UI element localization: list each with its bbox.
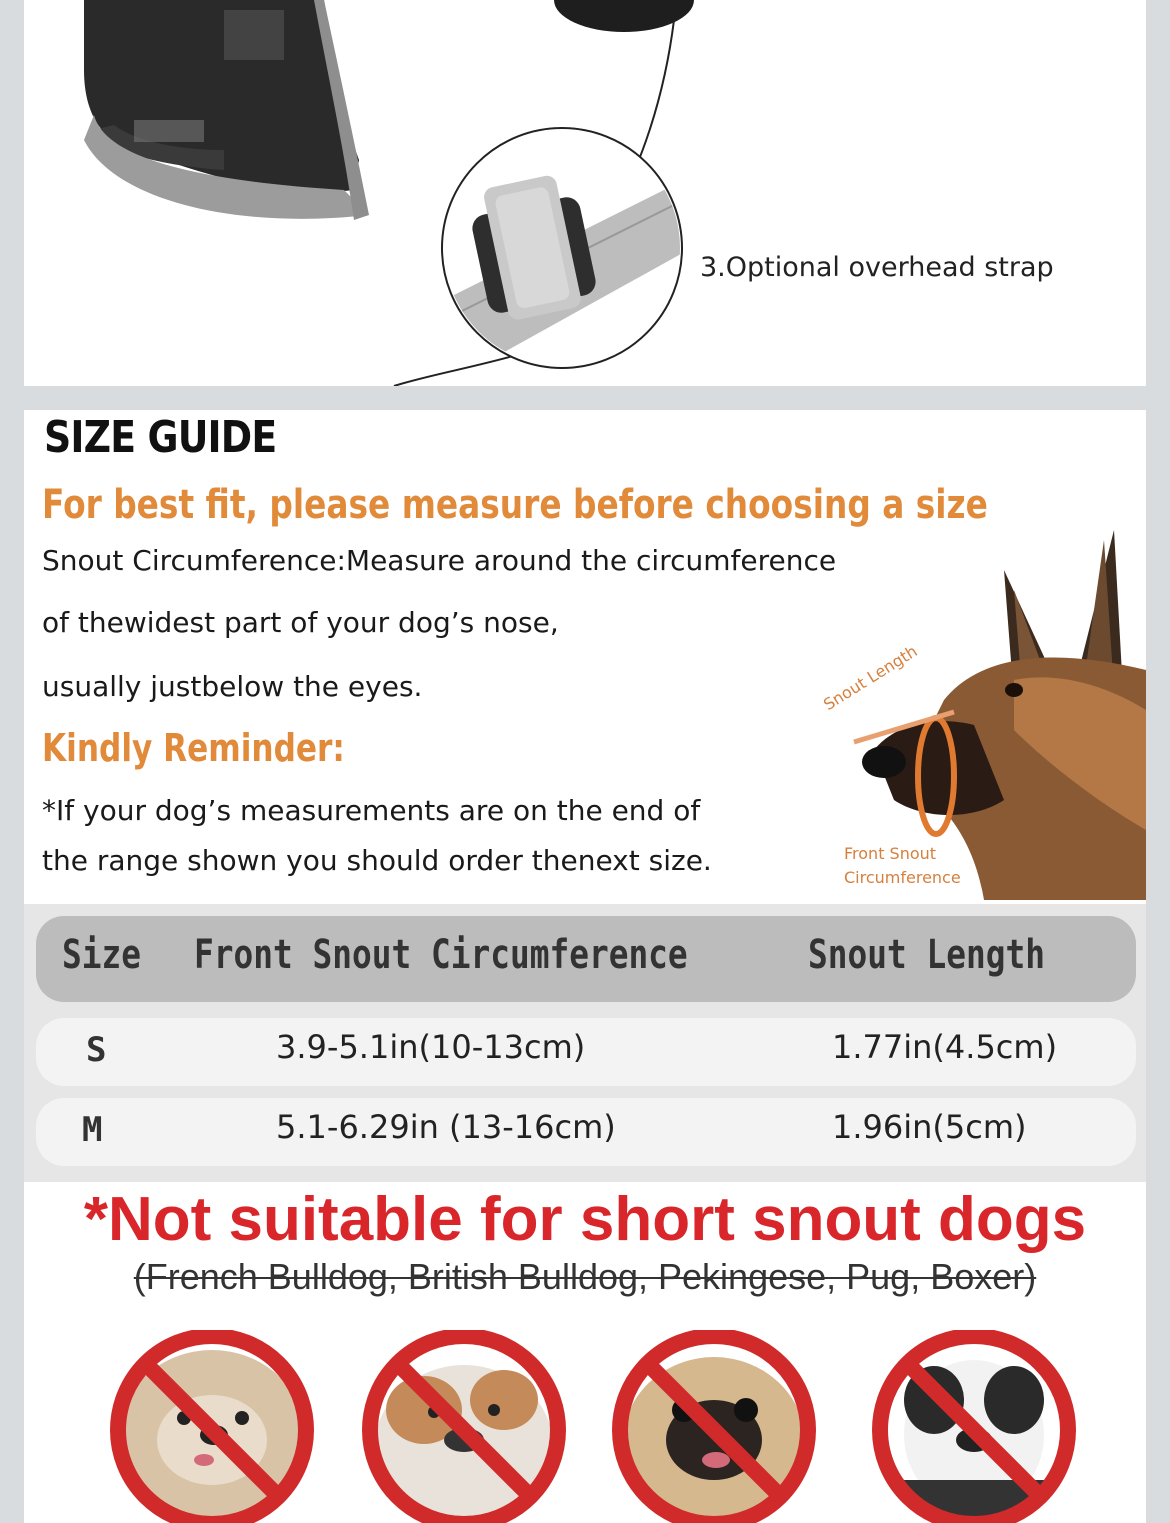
table-row [36, 1018, 1136, 1086]
row-size: S [86, 1030, 107, 1070]
header-snout-length: Snout Length [808, 932, 1045, 978]
circumference-label: Circumference [844, 868, 961, 887]
not-suitable-warning: *Not suitable for short snout dogs [83, 1185, 1087, 1254]
reminder-line-2: the range shown you should order thenext size. [42, 844, 712, 877]
reminder-line-1: *If your dog’s measurements are on the end of [42, 794, 701, 827]
muzzle-illustration [24, 0, 1146, 386]
instruction-line-2: of thewidest part of your dog’s nose, [42, 606, 559, 639]
excluded-breeds-list: (French Bulldog, British Bulldog, Pekingese, Pug, Boxer) [133, 1256, 1037, 1297]
row-size: M [82, 1110, 103, 1150]
size-guide-panel [24, 410, 1146, 1523]
reminder-heading: Kindly Reminder: [42, 726, 345, 770]
dog-measurement-diagram [814, 500, 1146, 900]
header-size: Size [62, 932, 141, 978]
instruction-line-3: usually justbelow the eyes. [42, 670, 423, 703]
row-length: 1.96in(5cm) [832, 1108, 1027, 1146]
row-length: 1.77in(4.5cm) [832, 1028, 1058, 1066]
product-detail-panel [24, 0, 1146, 386]
row-circumference: 5.1-6.29in (13-16cm) [276, 1108, 616, 1146]
table-row [36, 1098, 1136, 1166]
size-guide-title: SIZE GUIDE [44, 412, 277, 463]
instruction-line-1: Snout Circumference:Measure around the circumference [42, 544, 837, 577]
row-circumference: 3.9-5.1in(10-13cm) [276, 1028, 586, 1066]
strap-callout-label: 3.Optional overhead strap [700, 252, 1054, 283]
table-header-row [36, 916, 1136, 1002]
header-circumference: Front Snout Circumference [194, 932, 688, 978]
prohibited-breeds-row [24, 1330, 1146, 1523]
front-snout-label: Front Snout [844, 844, 937, 863]
snout-length-label: Snout Length [820, 641, 921, 715]
size-guide-subtitle: For best fit, please measure before choosing a size [42, 482, 988, 528]
